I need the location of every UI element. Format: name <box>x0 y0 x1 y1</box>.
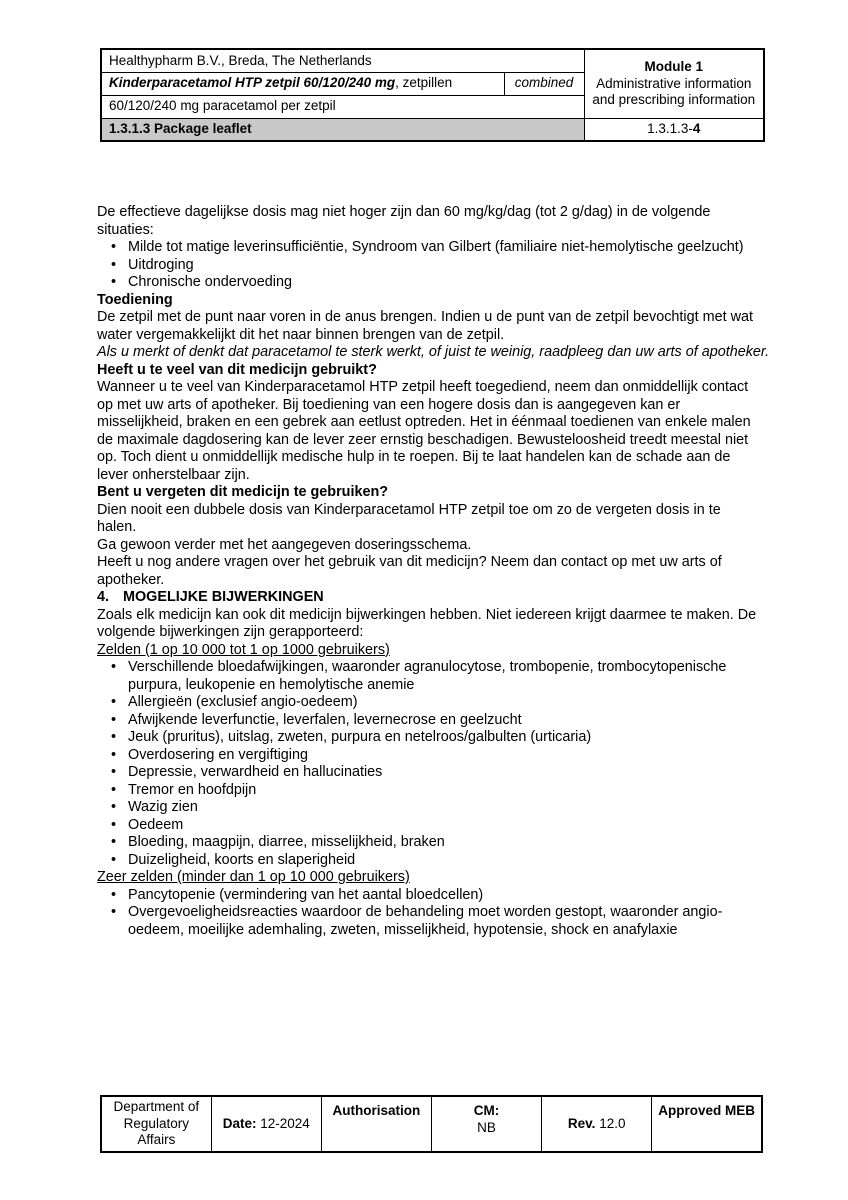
bullet-item: • Jeuk (pruritus), uitslag, zweten, purpura en netelroos/galbulten (urticaria) <box>97 729 762 747</box>
paragraph-toediening: De zetpil met de punt naar voren in de anus brengen. Indien u de punt van de zetpil bevochtigt met wat water vergemakkelijkt dit het naar binnen brengen van de zetpil. <box>97 309 753 343</box>
bullet-item: • Milde tot matige leverinsufficiëntie, Syndroom van Gilbert (familiaire niet-hemolytische geelzucht) <box>97 239 762 257</box>
dose-bullet-list <box>97 239 762 292</box>
rev-label: Rev. <box>567 1115 596 1131</box>
module-subtitle-line1: Administrative information <box>596 75 752 91</box>
forgotten-line-1: Dien nooit een dubbele dosis van Kinderparacetamol HTP zetpil toe om zo de vergeten dosis in te halen. <box>97 501 721 535</box>
header-table <box>100 48 765 142</box>
cm-cell <box>431 1096 541 1152</box>
product-form: , zetpillen <box>395 75 453 91</box>
paragraph-questions: Heeft u nog andere vragen over het gebruik van dit medicijn? Neem dan contact op met uw arts of apotheker. <box>97 554 722 588</box>
heading-overdose: Heeft u te veel van dit medicijn gebruikt? <box>97 361 377 378</box>
heading-toediening: Toediening <box>97 291 173 308</box>
combined-label: combined <box>504 72 584 95</box>
dose-paragraph: De effectieve dagelijkse dosis mag niet hoger zijn dan 60 mg/kg/dag (tot 2 g/dag) in de volgende situaties: <box>97 204 711 238</box>
footer-table <box>100 1095 763 1153</box>
leaflet-body <box>97 204 770 939</box>
approved-cell <box>652 1096 762 1152</box>
heading-frequency-zelden: Zelden (1 op 10 000 tot 1 op 1000 gebruikers) <box>97 641 390 658</box>
section4-number: 4. <box>97 589 110 605</box>
department-line-1: Department of <box>113 1099 200 1115</box>
section4-title: MOGELIJKE BIJWERKINGEN <box>123 589 324 605</box>
date-label: Date: <box>222 1115 257 1131</box>
paragraph-overdose: Wanneer u te veel van Kinderparacetamol HTP zetpil heeft toegediend, neem dan onmiddellijk contact op met uw arts of apotheker. Bij toediening van een hogere dosis dan is aangegeven kan er misselijkheid, braken en een gebrek aan eetlust optreden. Het in éénmaal toedienen van enkele malen de maximale dagdosering kan de lever zeer ernstig beschadigen. Bewusteloosheid treedt meestal niet op. Toch dient u onmiddellijk medische hulp in te roepen. Bij te laat handelen kan de schade aan de lever onherstelbaar zijn. <box>97 379 751 483</box>
bullet-item: • Overdosering en vergiftiging <box>97 747 762 765</box>
section4-heading <box>97 589 762 607</box>
product-name-cell <box>101 72 504 95</box>
zelden-bullet-list <box>97 659 762 869</box>
page-code <box>584 118 764 141</box>
paragraph-forgotten-dose <box>97 502 762 555</box>
bullet-item: • Overgevoeligheidsreacties waardoor de behandeling moet worden gestopt, waaronder angio-oedeem, moeilijke ademhaling, zweten, misselijkheid, hypotensie, shock en anafylaxie <box>97 904 762 939</box>
bullet-item: • Duizeligheid, koorts en slaperigheid <box>97 852 762 870</box>
bullet-item: • Verschillende bloedafwijkingen, waaronder agranulocytose, trombopenie, trombocytopenische purpura, leukopenie en hemolytische anemie <box>97 659 762 694</box>
rev-value: 12.0 <box>595 1115 626 1131</box>
paragraph-side-effects-intro: Zoals elk medicijn kan ook dit medicijn bijwerkingen hebben. Niet iedereen krijgt daarmee te maken. De volgende bijwerkingen zijn gerapporteerd: <box>97 606 757 640</box>
heading-frequency-zeer-zelden: Zeer zelden (minder dan 1 op 10 000 gebruikers) <box>97 869 410 885</box>
page-code-prefix: 1.3.1.3- <box>647 121 693 136</box>
strength-line: 60/120/240 mg paracetamol per zetpil <box>101 95 584 118</box>
bullet-item: • Depressie, verwardheid en hallucinaties <box>97 764 762 782</box>
module-info-cell <box>584 49 764 118</box>
heading-forgotten-dose: Bent u vergeten dit medicijn te gebruiken? <box>97 484 389 500</box>
bullet-item: • Bloeding, maagpijn, diarree, misselijkheid, braken <box>97 834 762 852</box>
cm-label: CM: <box>473 1103 500 1118</box>
zeer-zelden-bullet-list <box>97 887 762 940</box>
bullet-item: • Tremor en hoofdpijn <box>97 782 762 800</box>
document-footer <box>100 1095 763 1153</box>
approved-label: Approved MEB <box>658 1103 756 1118</box>
bullet-item: • Chronische ondervoeding <box>97 274 762 292</box>
page-code-number: 4 <box>692 121 701 136</box>
department-cell <box>101 1096 211 1152</box>
bullet-item: • Afwijkende leverfunctie, leverfalen, levernecrose en geelzucht <box>97 712 762 730</box>
forgotten-line-2: Ga gewoon verder met het aangegeven doseringsschema. <box>97 536 472 553</box>
cm-value: NB <box>477 1119 496 1135</box>
date-value: 12-2024 <box>256 1115 310 1131</box>
authorisation-label: Authorisation <box>332 1103 421 1118</box>
italic-advice-note: Als u merkt of denkt dat paracetamol te sterk werkt, of juist te weinig, raadpleeg dan uw arts of apotheker. <box>97 344 770 360</box>
department-line-2: Regulatory Affairs <box>123 1115 189 1148</box>
company-name: Healthypharm B.V., Breda, The Netherlands <box>101 49 584 72</box>
product-name: Kinderparacetamol HTP zetpil 60/120/240 mg <box>109 75 396 91</box>
bullet-item: • Uitdroging <box>97 257 762 275</box>
date-cell <box>211 1096 321 1152</box>
authorisation-cell <box>321 1096 431 1152</box>
rev-cell <box>542 1096 652 1152</box>
bullet-item: • Wazig zien <box>97 799 762 817</box>
document-header <box>100 48 763 142</box>
bullet-item: • Allergieën (exclusief angio-oedeem) <box>97 694 762 712</box>
section-title: 1.3.1.3 Package leaflet <box>101 118 584 141</box>
module-subtitle-line2: and prescribing information <box>592 92 756 107</box>
bullet-item: • Oedeem <box>97 817 762 835</box>
bullet-item: • Pancytopenie (vermindering van het aantal bloedcellen) <box>97 887 762 905</box>
module-title: Module 1 <box>644 59 703 74</box>
